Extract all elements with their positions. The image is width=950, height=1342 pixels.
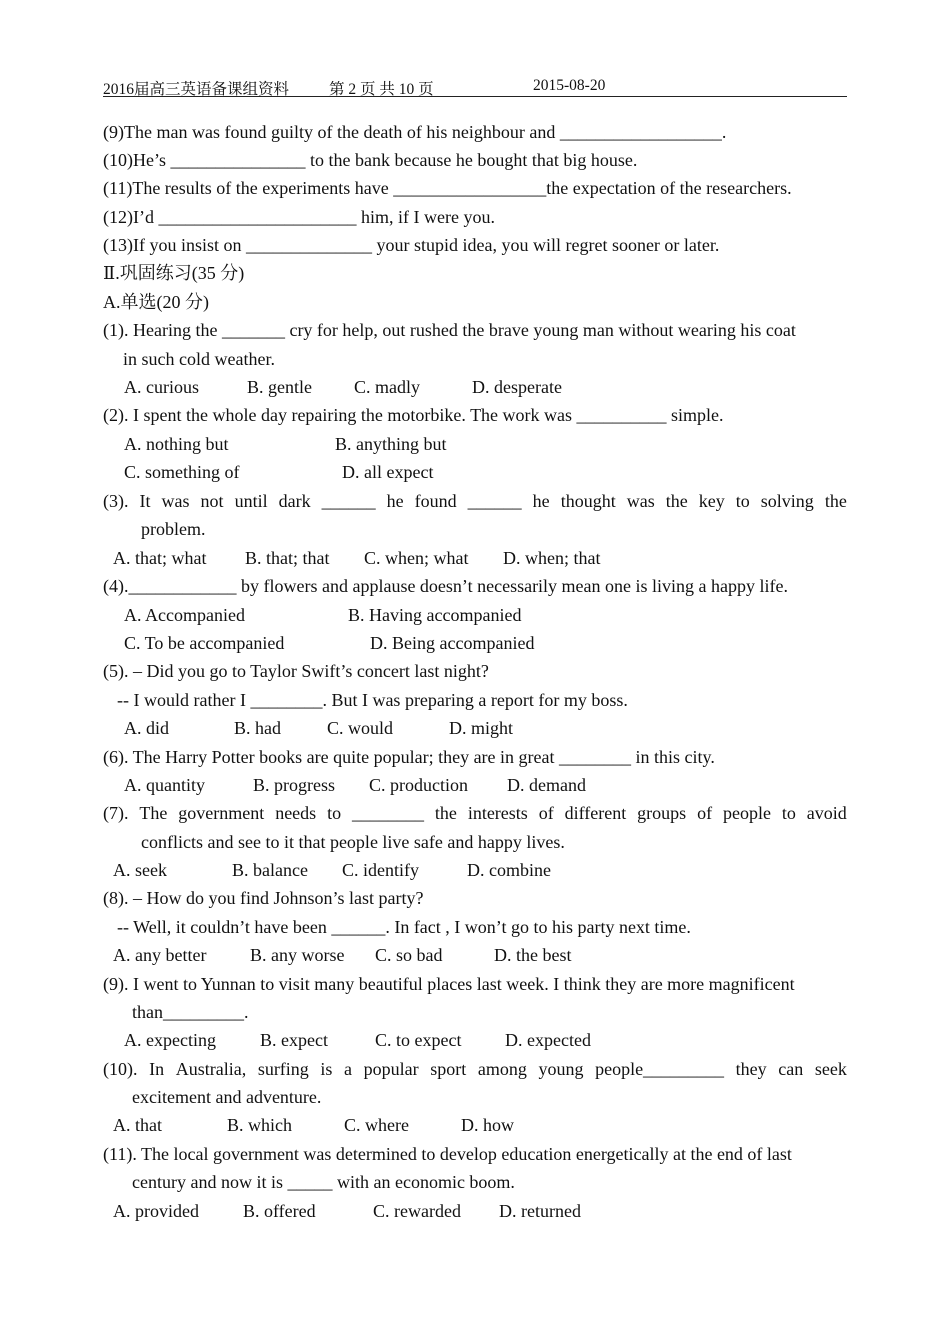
page-header — [103, 76, 847, 97]
q10-word: Australia, — [175, 1059, 247, 1079]
q2-option-d: D. all expect — [342, 462, 434, 482]
q10-word: sport — [430, 1059, 467, 1079]
q3-word: key — [698, 491, 725, 511]
subsection-title: A.单选(20 分) — [103, 292, 209, 312]
q10-word: surfing — [257, 1059, 309, 1079]
q10-option-b: B. which — [227, 1115, 292, 1135]
q3-word: was — [626, 491, 655, 511]
fill-blank-9: (9)The man was found guilty of the death of his neighbour and __________________. — [103, 122, 727, 142]
q7-word: of — [538, 803, 554, 823]
q7-word: avoid — [806, 803, 847, 823]
question-3-line-2: problem. — [141, 519, 206, 539]
q7-word: the — [434, 803, 457, 823]
q3-word: until — [234, 491, 268, 511]
q3-word: he — [386, 491, 404, 511]
q2-option-a: A. nothing but — [124, 434, 229, 454]
q10-word: In — [149, 1059, 165, 1079]
q7-word: to — [327, 803, 342, 823]
q7-word: groups — [637, 803, 687, 823]
q10-word: they — [735, 1059, 767, 1079]
q3-word: ______ — [321, 491, 376, 511]
q9-option-d: D. expected — [505, 1030, 591, 1050]
q7-word: interests — [467, 803, 528, 823]
q3-word: ______ — [467, 491, 522, 511]
fill-blank-13: (13)If you insist on ______________ your stupid idea, you will regret sooner or later. — [103, 235, 720, 255]
q10-word: (10). — [103, 1059, 138, 1079]
q7-word: people — [722, 803, 771, 823]
q10-word: is — [320, 1059, 333, 1079]
q10-option-c: C. where — [344, 1115, 409, 1135]
q7-word: The — [139, 803, 168, 823]
q3-word: the — [665, 491, 688, 511]
q8-option-a: A. any better — [113, 945, 207, 965]
q7-option-d: D. combine — [467, 860, 551, 880]
header-date: 2015-08-20 — [533, 77, 606, 94]
header-title: 2016届高三英语备课组资料 — [103, 81, 290, 98]
q5-option-a: A. did — [124, 718, 169, 738]
question-11-line-2: century and now it is _____ with an economic boom. — [132, 1172, 515, 1192]
question-11-line-1: (11). The local government was determined to develop education energetically at the end of last — [103, 1144, 792, 1164]
question-6-line-1: (6). The Harry Potter books are quite popular; they are in great ________ in this city. — [103, 747, 715, 767]
q10-option-d: D. how — [461, 1115, 514, 1135]
question-8-line-2: -- Well, it couldn’t have been ______. In fact , I won’t go to his party next time. — [117, 917, 691, 937]
q9-option-c: C. to expect — [375, 1030, 462, 1050]
q11-option-b: B. offered — [243, 1201, 316, 1221]
q3-option-b: B. that; that — [245, 548, 330, 568]
section-title: Ⅱ.巩固练习(35 分) — [103, 263, 245, 283]
q6-option-b: B. progress — [253, 775, 335, 795]
q7-word: government — [178, 803, 265, 823]
q5-option-b: B. had — [234, 718, 281, 738]
q4-option-d: D. Being accompanied — [370, 633, 535, 653]
q9-option-b: B. expect — [260, 1030, 328, 1050]
q7-word: different — [564, 803, 627, 823]
question-7-line-1 — [103, 802, 847, 824]
q7-word: ________ — [352, 803, 424, 823]
fill-blank-11: (11)The results of the experiments have _________________the expectation of the researchers. — [103, 178, 792, 198]
q6-option-c: C. production — [369, 775, 468, 795]
question-10-line-2: excitement and adventure. — [132, 1087, 322, 1107]
q7-word: (7). — [103, 803, 129, 823]
q4-option-c: C. To be accompanied — [124, 633, 285, 653]
fill-blank-10: (10)He’s _______________ to the bank because he bought that big house. — [103, 150, 638, 170]
question-1-line-1: (1). Hearing the _______ cry for help, out rushed the brave young man without wearing his coat — [103, 320, 796, 340]
q6-option-a: A. quantity — [124, 775, 205, 795]
q3-word: was — [161, 491, 190, 511]
q7-option-a: A. seek — [113, 860, 167, 880]
q1-option-b: B. gentle — [247, 377, 312, 397]
q10-word: among — [477, 1059, 527, 1079]
q2-option-c: C. something of — [124, 462, 240, 482]
q1-option-d: D. desperate — [472, 377, 562, 397]
q5-option-c: C. would — [327, 718, 394, 738]
q8-option-c: C. so bad — [375, 945, 443, 965]
q3-word: not — [200, 491, 224, 511]
question-10-line-1 — [103, 1058, 847, 1080]
q10-word: can — [778, 1059, 804, 1079]
q3-word: thought — [560, 491, 616, 511]
q3-word: the — [824, 491, 847, 511]
q10-word: young — [538, 1059, 584, 1079]
q11-option-c: C. rewarded — [373, 1201, 461, 1221]
q3-option-d: D. when; that — [503, 548, 601, 568]
q3-word: (3). — [103, 491, 129, 511]
question-8-line-1: (8). – How do you find Johnson’s last party? — [103, 888, 424, 908]
q7-word: of — [697, 803, 713, 823]
q3-word: found — [414, 491, 457, 511]
q3-word: to — [735, 491, 750, 511]
question-2-line-1: (2). I spent the whole day repairing the motorbike. The work was __________ simple. — [103, 405, 724, 425]
q3-word: dark — [278, 491, 311, 511]
q6-option-d: D. demand — [507, 775, 586, 795]
question-5-line-2: -- I would rather I ________. But I was preparing a report for my boss. — [117, 690, 628, 710]
q10-word: a — [344, 1059, 353, 1079]
q11-option-d: D. returned — [499, 1201, 581, 1221]
q9-option-a: A. expecting — [124, 1030, 216, 1050]
q2-option-b: B. anything but — [335, 434, 447, 454]
question-9-line-2: than_________. — [132, 1002, 249, 1022]
q3-option-c: C. when; what — [364, 548, 469, 568]
q7-option-b: B. balance — [232, 860, 308, 880]
q7-word: to — [781, 803, 796, 823]
q3-word: It — [139, 491, 151, 511]
q10-word: popular — [363, 1059, 419, 1079]
q7-word: needs — [275, 803, 317, 823]
q8-option-b: B. any worse — [250, 945, 345, 965]
q5-option-d: D. might — [449, 718, 514, 738]
q4-option-b: B. Having accompanied — [348, 605, 522, 625]
fill-blank-12: (12)I’d ______________________ him, if I were you. — [103, 207, 495, 227]
q3-word: he — [532, 491, 550, 511]
q7-option-c: C. identify — [342, 860, 419, 880]
question-4-line-1: (4).____________ by flowers and applause doesn’t necessarily mean one is living a happy life. — [103, 576, 789, 596]
question-1-line-2: in such cold weather. — [123, 349, 275, 369]
q1-option-c: C. madly — [354, 377, 420, 397]
header-page-number: 第 2 页 共 10 页 — [329, 81, 434, 98]
q8-option-d: D. the best — [494, 945, 572, 965]
q10-word: seek — [814, 1059, 847, 1079]
question-3-line-1 — [103, 490, 847, 512]
question-7-line-2: conflicts and see to it that people live safe and happy lives. — [141, 832, 565, 852]
q4-option-a: A. Accompanied — [124, 605, 245, 625]
q3-word: solving — [760, 491, 814, 511]
q10-word: people_________ — [595, 1059, 725, 1079]
q11-option-a: A. provided — [113, 1201, 199, 1221]
question-5-line-1: (5). – Did you go to Taylor Swift’s concert last night? — [103, 661, 489, 681]
q1-option-a: A. curious — [124, 377, 199, 397]
q10-option-a: A. that — [113, 1115, 162, 1135]
question-9-line-1: (9). I went to Yunnan to visit many beautiful places last week. I think they are more magnificent — [103, 974, 795, 994]
q3-option-a: A. that; what — [113, 548, 207, 568]
